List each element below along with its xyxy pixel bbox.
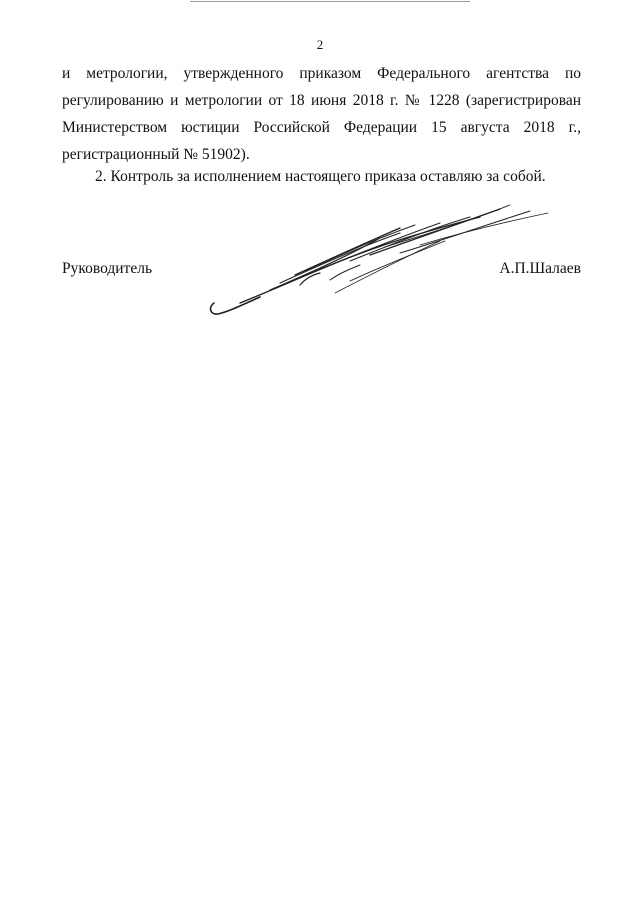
paragraph-1-line-1: и метрологии, утвержденного приказом Федерального агентства по xyxy=(62,65,581,82)
page-number: 2 xyxy=(316,37,324,52)
paragraph-1-line-3: Министерством юстиции Российской Федерации 15 августа 2018 г., xyxy=(62,119,581,136)
paragraph-1 xyxy=(62,60,581,168)
scan-edge-line xyxy=(190,1,470,2)
signatory-name: А.П.Шалаев xyxy=(499,260,581,277)
paragraph-1-line-2: регулированию и метрологии от 18 июня 2018 г. № 1228 (зарегистрирован xyxy=(62,92,581,109)
handwritten-signature-icon xyxy=(200,195,560,320)
paragraph-2 xyxy=(95,163,581,190)
paragraph-2-text: 2. Контроль за исполнением настоящего приказа оставляю за собой. xyxy=(95,168,546,185)
signatory-title: Руководитель xyxy=(62,260,153,277)
paragraph-1-line-4: регистрационный № 51902). xyxy=(62,146,250,163)
